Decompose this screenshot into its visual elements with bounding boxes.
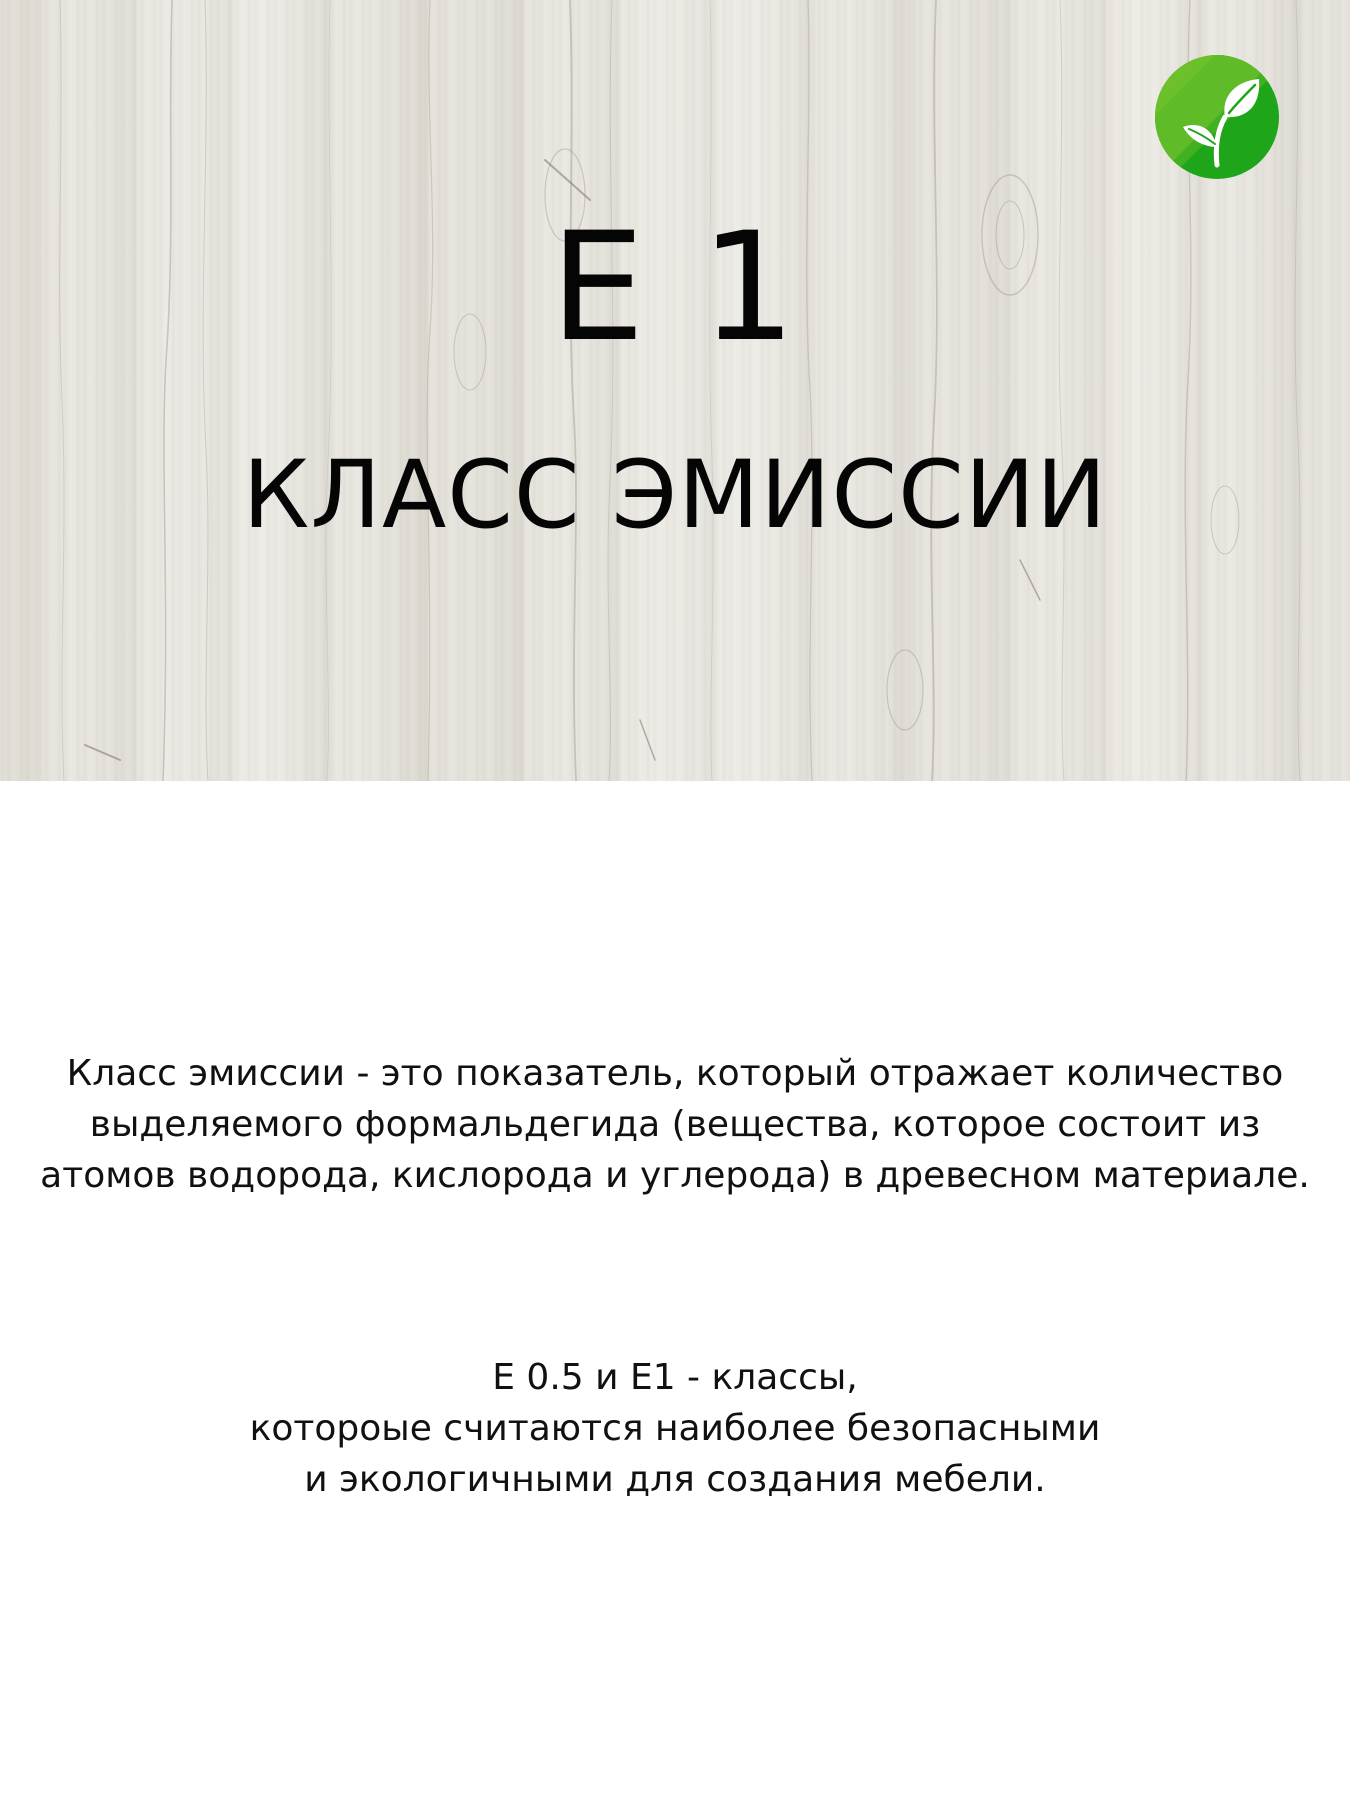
wood-texture-panel — [0, 0, 1350, 781]
wood-grain-pattern — [0, 0, 1350, 781]
definition-paragraph — [0, 1048, 1350, 1201]
definition-line: выделяемого формальдегида (вещества, которое состоит из — [89, 1104, 1261, 1145]
emission-class-title: КЛАСС ЭМИССИИ — [242, 441, 1108, 550]
safety-paragraph — [0, 1352, 1350, 1505]
safety-line: и экологичными для создания мебели. — [304, 1459, 1046, 1500]
safety-line: Е 0.5 и Е1 - классы, — [492, 1357, 858, 1398]
definition-line: атомов водорода, кислорода и углерода) в древесном материале. — [40, 1155, 1310, 1196]
safety-line: котороые считаются наиболее безопасными — [249, 1408, 1101, 1449]
eco-badge — [1155, 55, 1279, 179]
definition-line: Класс эмиссии - это показатель, который отражает количество — [66, 1053, 1284, 1094]
emission-grade-heading: E 1 — [550, 201, 800, 375]
leaf-eco-icon — [1155, 55, 1279, 179]
